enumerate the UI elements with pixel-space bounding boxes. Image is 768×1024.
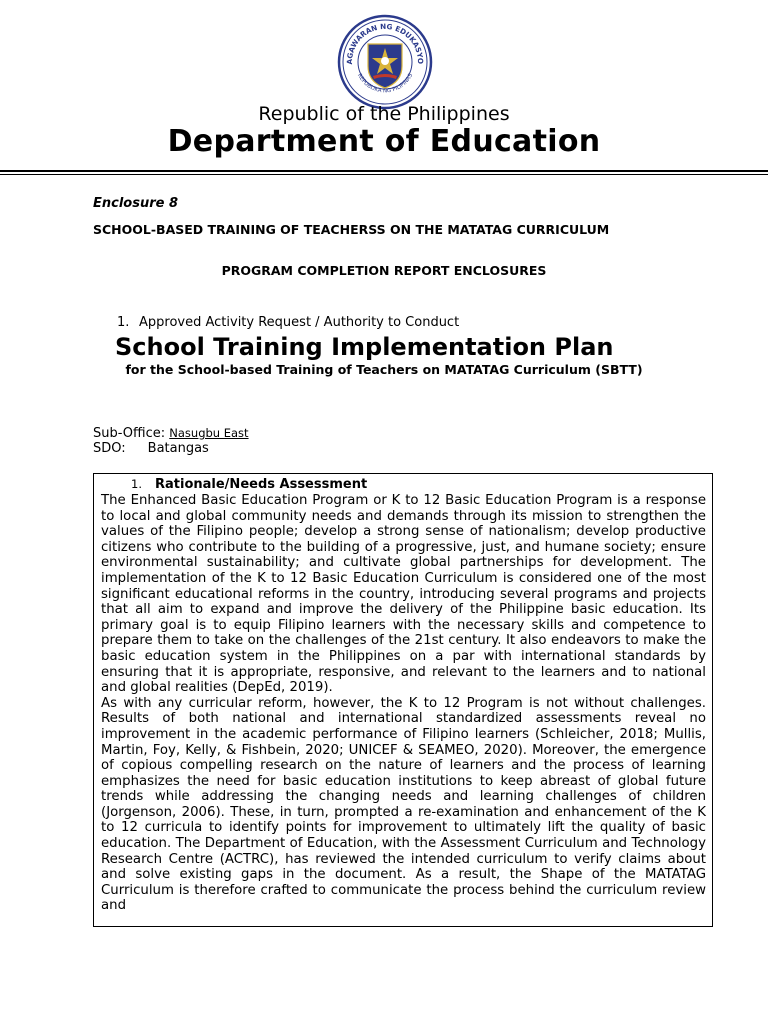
report-title: PROGRAM COMPLETION REPORT ENCLOSURES — [221, 263, 547, 278]
deped-seal — [330, 14, 440, 110]
rationale-number: 1. — [131, 477, 142, 491]
sdo-value: Batangas — [147, 441, 209, 456]
rationale-paragraph-1: The Enhanced Basic Education Program or K to 12 Basic Education Program is a response to local and global community needs and demands through its mission to strengthen the values of the Filipino people; develop a strong sense of nationalism; develop productive citizens who contribute to the building of a progressive, just, and humane society; ensure environmental sustainability; and cultivate global partnerships for development. The implementation of the K to 12 Basic Education Curriculum is considered one of the most significant educational reforms in the country, introducing several programs and projects that all aim to expand and improve the delivery of the Philippine basic education. Its primary goal is to equip Filipino learners with the necessary skills and competence to prepare them to take on the challenges of the 21st century. It also endeavors to make the basic education system in the Philippines on a par with international standards by ensuring that it is appropriate, responsive, and relevant to the learners and to national and global realities (DepEd, 2019). — [101, 493, 706, 696]
plan-title: School Training Implementation Plan — [115, 333, 614, 361]
enclosure-label: Enclosure 8 — [93, 196, 179, 211]
rationale-heading-text: Rationale/Needs Assessment — [155, 477, 368, 492]
plan-subtitle: for the School-based Training of Teachers on MATATAG Curriculum (SBTT) — [125, 362, 643, 377]
rationale-heading — [131, 476, 706, 493]
sub-office-line — [93, 426, 249, 441]
sub-office-value: Nasugbu East — [169, 426, 249, 440]
sdo-line — [93, 441, 209, 456]
sdo-label: SDO: — [93, 441, 126, 456]
republic-heading: Republic of the Philippines — [258, 103, 510, 125]
rationale-paragraph-2: As with any curricular reform, however, the K to 12 Program is not without challenges. Results of both national and international standardized assessments reveal no improvement in the academic performance of Filipino learners (Schleicher, 2018; Mullis, Martin, Foy, Kelly, & Fishbein, 2020; UNICEF & SEAMEO, 2020). Moreover, the emergence of copious compelling research on the nature of learners and the process of learning emphasizes the need for basic education institutions to keep abreast of global future trends while addressing the changing needs and learning challenges of children (Jorgenson, 2006). These, in turn, prompted a re-examination and enhancement of the K to 12 curricula to identify points for improvement to ultimately lift the quality of basic education. The Department of Education, with the Assessment Curriculum and Technology Research Centre (ACTRC), has reviewed the intended curriculum to verify claims about and solve existing gaps in the document. As a result, the Shape of the MATATAG Curriculum is therefore crafted to communicate the process behind the curriculum review and — [101, 695, 706, 914]
department-heading: Department of Education — [167, 124, 601, 159]
rationale-box — [93, 473, 713, 927]
training-title: SCHOOL-BASED TRAINING OF TEACHERSS ON THE MATATAG CURRICULUM — [93, 222, 610, 237]
approved-number: 1. — [117, 315, 130, 330]
sub-office-label: Sub-Office: — [93, 426, 166, 441]
seal-top-text: AGAWARAN NG EDUKASYO — [344, 21, 426, 65]
approved-activity-item — [117, 315, 459, 330]
header-divider — [0, 170, 768, 172]
approved-label: Approved Activity Request / Authority to Conduct — [139, 315, 460, 330]
header-divider-thin — [0, 174, 768, 175]
seal-bottom-text: REPUBLIKA NG PILIPINAS — [355, 72, 415, 95]
